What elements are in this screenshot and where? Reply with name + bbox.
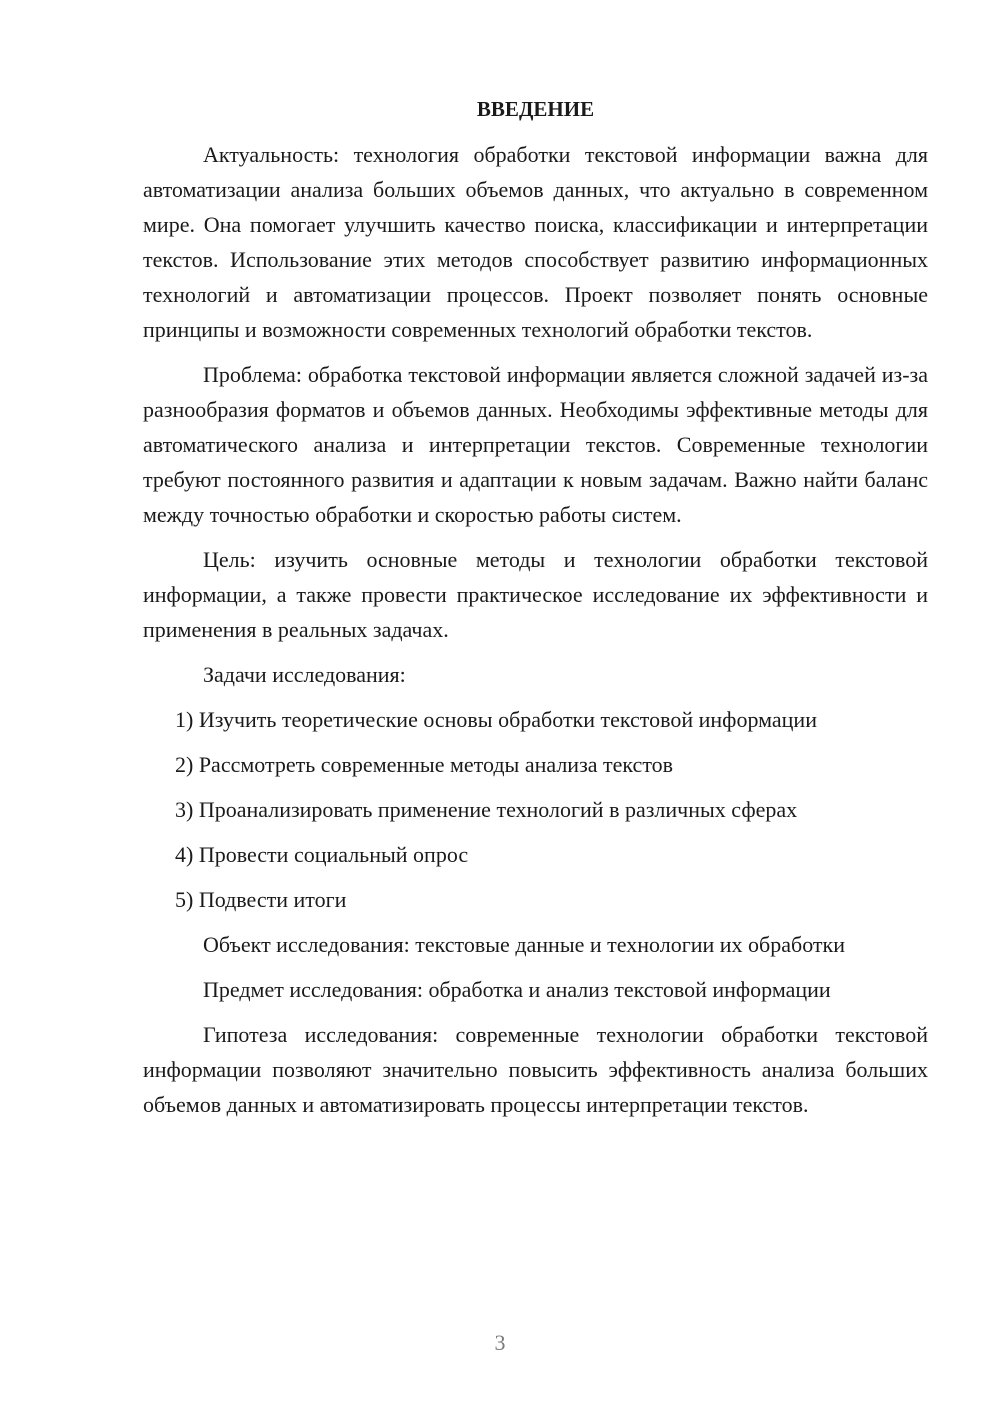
relevance-paragraph: Актуальность: технология обработки текстовой информации важна для автоматизации анализа больших объемов данных, что актуально в современном мире. Она помогает улучшить качество поиска, классификации и интерпретации текстов. Использование этих методов способствует развитию информационных технологий и автоматизации процессов. Проект позволяет понять основные принципы и возможности современных технологий обработки текстов. [143, 142, 928, 342]
list-item: 2) Рассмотреть современные методы анализа текстов [175, 752, 674, 777]
goal-paragraph: Цель: изучить основные методы и технологии обработки текстовой информации, а также провести практическое исследование их эффективности и применения в реальных задачах. [143, 547, 928, 642]
hypothesis-paragraph: Гипотеза исследования: современные технологии обработки текстовой информации позволяют значительно повысить эффективность анализа больших объемов данных и автоматизировать процессы интерпретации текстов. [143, 1022, 928, 1117]
list-item: 5) Подвести итоги [175, 887, 347, 912]
list-item: 4) Провести социальный опрос [175, 842, 469, 867]
object-paragraph: Объект исследования: текстовые данные и технологии их обработки [203, 932, 845, 957]
subject-paragraph: Предмет исследования: обработка и анализ текстовой информации [203, 977, 831, 1002]
document-page [143, 92, 928, 1132]
problem-paragraph: Проблема: обработка текстовой информации является сложной задачей из-за разнообразия форматов и объемов данных. Необходимы эффективные методы для автоматического анализа и интерпретации текстов. Современные технологии требуют постоянного развития и адаптации к новым задачам. Важно найти баланс между точностью обработки и скоростью работы систем. [143, 362, 928, 527]
list-item: 1) Изучить теоретические основы обработки текстовой информации [175, 707, 817, 732]
page-number: 3 [494, 1330, 506, 1355]
list-item: 3) Проанализировать применение технологий в различных сферах [175, 797, 798, 822]
page-title: ВВЕДЕНИЕ [476, 97, 595, 121]
tasks-heading: Задачи исследования: [203, 662, 406, 687]
